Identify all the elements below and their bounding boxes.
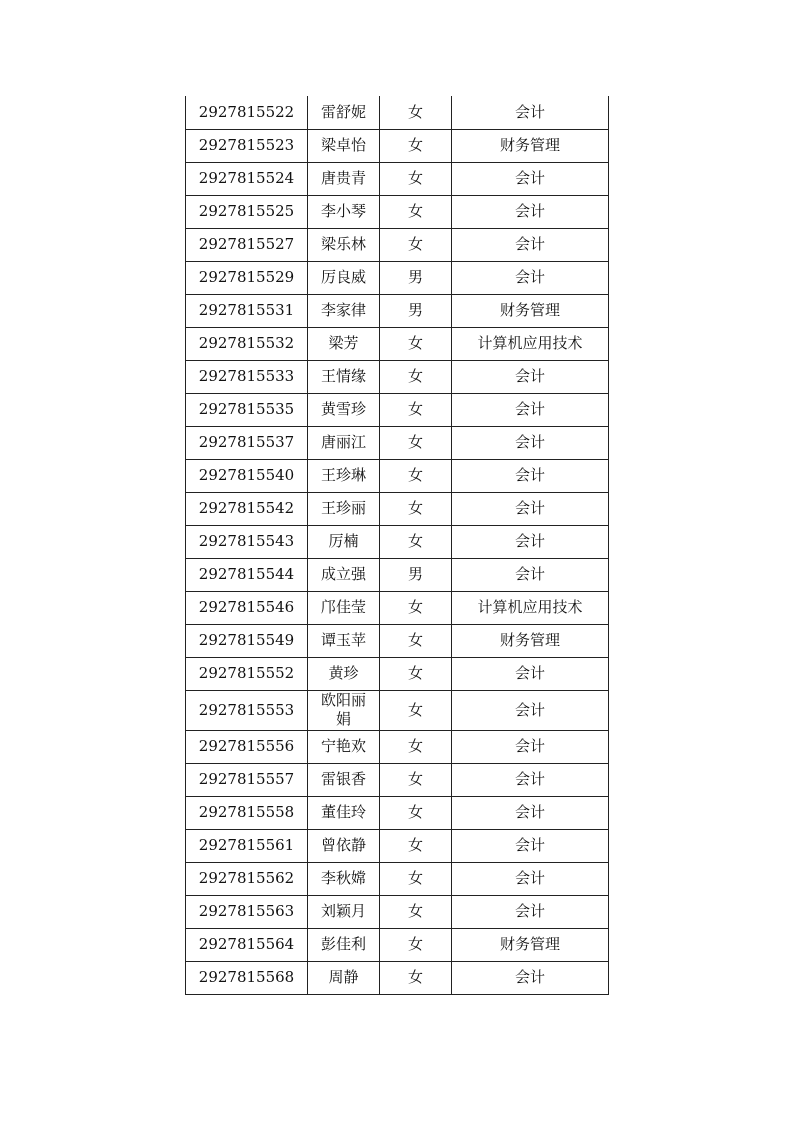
gender-cell: 女 — [380, 796, 452, 829]
student-name-cell: 厉楠 — [308, 525, 380, 558]
major-cell: 会计 — [452, 228, 609, 261]
student-id-cell: 2927815529 — [186, 261, 308, 294]
student-id-cell: 2927815543 — [186, 525, 308, 558]
student-name-cell: 成立强 — [308, 558, 380, 591]
student-name-cell: 李小琴 — [308, 195, 380, 228]
student-name-cell: 梁乐林 — [308, 228, 380, 261]
gender-cell: 女 — [380, 895, 452, 928]
gender-cell: 女 — [380, 591, 452, 624]
student-id-cell: 2927815564 — [186, 928, 308, 961]
student-id-cell: 2927815527 — [186, 228, 308, 261]
gender-cell: 女 — [380, 928, 452, 961]
table-row — [186, 162, 609, 195]
student-name-cell: 刘颖月 — [308, 895, 380, 928]
student-id-cell: 2927815531 — [186, 294, 308, 327]
table-row — [186, 928, 609, 961]
table-row — [186, 96, 609, 129]
major-cell: 计算机应用技术 — [452, 591, 609, 624]
student-id-cell: 2927815525 — [186, 195, 308, 228]
major-cell: 会计 — [452, 796, 609, 829]
major-cell: 会计 — [452, 525, 609, 558]
student-id-cell: 2927815544 — [186, 558, 308, 591]
gender-cell: 女 — [380, 657, 452, 690]
student-name-cell: 董佳玲 — [308, 796, 380, 829]
gender-cell: 女 — [380, 961, 452, 994]
student-name-cell: 谭玉苹 — [308, 624, 380, 657]
major-cell: 会计 — [452, 862, 609, 895]
gender-cell: 女 — [380, 690, 452, 730]
major-cell: 财务管理 — [452, 294, 609, 327]
student-id-cell: 2927815553 — [186, 690, 308, 730]
table-row — [186, 796, 609, 829]
gender-cell: 男 — [380, 261, 452, 294]
table-row — [186, 228, 609, 261]
major-cell: 计算机应用技术 — [452, 327, 609, 360]
gender-cell: 男 — [380, 294, 452, 327]
gender-cell: 女 — [380, 426, 452, 459]
table-row — [186, 624, 609, 657]
table-row — [186, 360, 609, 393]
major-cell: 会计 — [452, 261, 609, 294]
student-name-cell: 黄珍 — [308, 657, 380, 690]
table-row — [186, 492, 609, 525]
major-cell: 财务管理 — [452, 624, 609, 657]
student-id-cell: 2927815535 — [186, 393, 308, 426]
major-cell: 会计 — [452, 763, 609, 796]
gender-cell: 女 — [380, 129, 452, 162]
table-row — [186, 426, 609, 459]
table-row — [186, 525, 609, 558]
table-row — [186, 829, 609, 862]
table-row — [186, 730, 609, 763]
major-cell: 会计 — [452, 690, 609, 730]
major-cell: 会计 — [452, 492, 609, 525]
student-name-cell: 欧阳丽娟 — [308, 690, 380, 730]
gender-cell: 女 — [380, 327, 452, 360]
student-name-cell: 王珍琳 — [308, 459, 380, 492]
student-id-cell: 2927815561 — [186, 829, 308, 862]
major-cell: 财务管理 — [452, 129, 609, 162]
student-name-cell: 唐贵青 — [308, 162, 380, 195]
student-id-cell: 2927815557 — [186, 763, 308, 796]
table-row — [186, 591, 609, 624]
student-id-cell: 2927815533 — [186, 360, 308, 393]
gender-cell: 女 — [380, 459, 452, 492]
student-name-cell: 王情缘 — [308, 360, 380, 393]
table-row — [186, 895, 609, 928]
student-id-cell: 2927815522 — [186, 96, 308, 129]
student-id-cell: 2927815542 — [186, 492, 308, 525]
gender-cell: 女 — [380, 624, 452, 657]
roster-body — [186, 96, 609, 994]
major-cell: 会计 — [452, 96, 609, 129]
gender-cell: 女 — [380, 829, 452, 862]
major-cell: 会计 — [452, 829, 609, 862]
student-name-cell: 王珍丽 — [308, 492, 380, 525]
student-name-cell: 李家律 — [308, 294, 380, 327]
table-row — [186, 129, 609, 162]
student-id-cell: 2927815540 — [186, 459, 308, 492]
student-id-cell: 2927815568 — [186, 961, 308, 994]
student-id-cell: 2927815563 — [186, 895, 308, 928]
table-row — [186, 294, 609, 327]
student-name-cell: 厉良威 — [308, 261, 380, 294]
major-cell: 会计 — [452, 393, 609, 426]
major-cell: 会计 — [452, 162, 609, 195]
student-name-cell: 周静 — [308, 961, 380, 994]
student-id-cell: 2927815552 — [186, 657, 308, 690]
gender-cell: 女 — [380, 96, 452, 129]
major-cell: 会计 — [452, 730, 609, 763]
student-name-cell: 宁艳欢 — [308, 730, 380, 763]
student-name-cell: 唐丽江 — [308, 426, 380, 459]
table-row — [186, 261, 609, 294]
student-name-cell: 黄雪珍 — [308, 393, 380, 426]
table-row — [186, 657, 609, 690]
table-row — [186, 558, 609, 591]
table-row — [186, 393, 609, 426]
gender-cell: 女 — [380, 195, 452, 228]
major-cell: 会计 — [452, 895, 609, 928]
major-cell: 会计 — [452, 558, 609, 591]
major-cell: 会计 — [452, 459, 609, 492]
major-cell: 会计 — [452, 657, 609, 690]
table-row — [186, 459, 609, 492]
student-id-cell: 2927815558 — [186, 796, 308, 829]
student-id-cell: 2927815537 — [186, 426, 308, 459]
student-name-cell: 李秋嫦 — [308, 862, 380, 895]
major-cell: 会计 — [452, 360, 609, 393]
student-id-cell: 2927815523 — [186, 129, 308, 162]
gender-cell: 女 — [380, 393, 452, 426]
gender-cell: 女 — [380, 162, 452, 195]
major-cell: 会计 — [452, 426, 609, 459]
student-id-cell: 2927815556 — [186, 730, 308, 763]
student-name-cell: 雷舒妮 — [308, 96, 380, 129]
student-id-cell: 2927815562 — [186, 862, 308, 895]
gender-cell: 女 — [380, 525, 452, 558]
student-id-cell: 2927815546 — [186, 591, 308, 624]
gender-cell: 女 — [380, 492, 452, 525]
student-id-cell: 2927815532 — [186, 327, 308, 360]
student-name-cell: 梁卓怡 — [308, 129, 380, 162]
student-name-cell: 彭佳利 — [308, 928, 380, 961]
gender-cell: 女 — [380, 763, 452, 796]
gender-cell: 女 — [380, 730, 452, 763]
student-name-cell: 邝佳莹 — [308, 591, 380, 624]
major-cell: 会计 — [452, 195, 609, 228]
table-row — [186, 195, 609, 228]
student-roster-table — [185, 96, 609, 995]
gender-cell: 女 — [380, 228, 452, 261]
student-name-cell: 梁芳 — [308, 327, 380, 360]
major-cell: 财务管理 — [452, 928, 609, 961]
gender-cell: 女 — [380, 360, 452, 393]
student-name-cell: 雷银香 — [308, 763, 380, 796]
table-row — [186, 961, 609, 994]
table-row — [186, 327, 609, 360]
student-id-cell: 2927815549 — [186, 624, 308, 657]
gender-cell: 女 — [380, 862, 452, 895]
table-row — [186, 690, 609, 730]
major-cell: 会计 — [452, 961, 609, 994]
student-id-cell: 2927815524 — [186, 162, 308, 195]
table-row — [186, 763, 609, 796]
table-row — [186, 862, 609, 895]
student-name-cell: 曾依静 — [308, 829, 380, 862]
gender-cell: 男 — [380, 558, 452, 591]
